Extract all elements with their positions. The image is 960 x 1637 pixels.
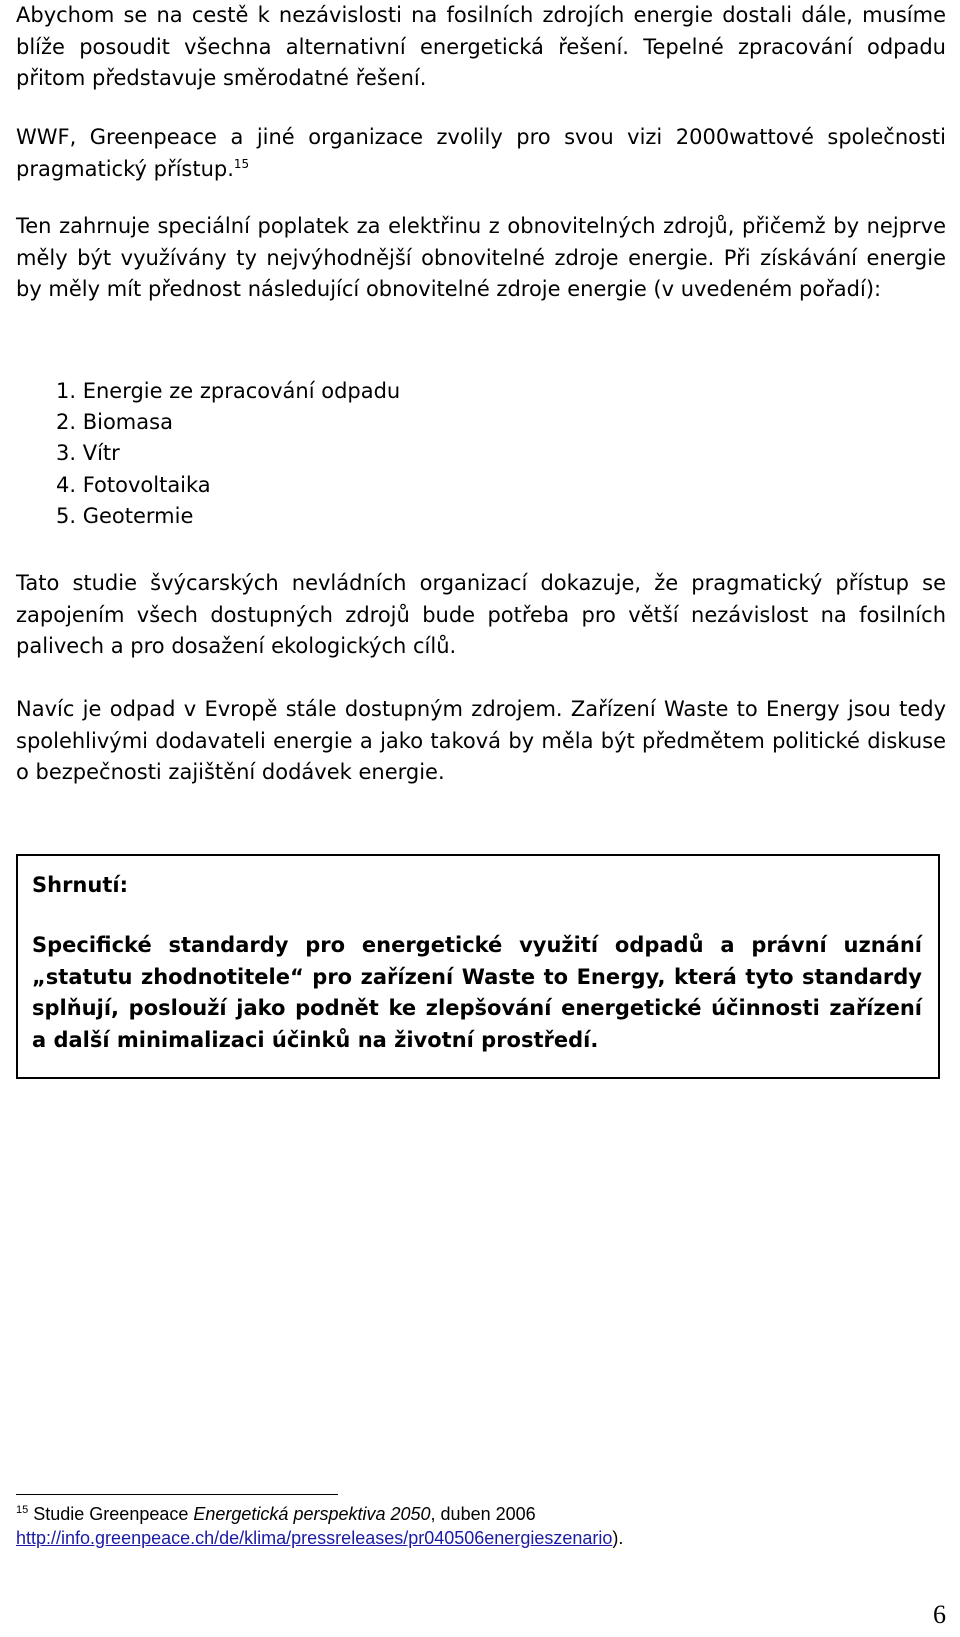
- footnote-number: 15: [16, 1504, 29, 1516]
- paragraph-fee: Ten zahrnuje speciální poplatek za elektřinu z obnovitelných zdrojů, přičemž by nejprve měly být využívány ty nejvýhodnější obnovitelné zdroje energie. Při získávání energie by měly mít přednost následující obnovitelné zdroje energie (v uvedeném pořadí):: [16, 214, 946, 301]
- footnote-title: Energetická perspektiva 2050: [193, 1504, 431, 1524]
- paragraph-waste: Navíc je odpad v Evropě stále dostupným zdrojem. Zařízení Waste to Energy jsou tedy spolehlivými dodavateli energie a jako taková by měla být předmětem politické diskuse o bezpečnosti zajištění dodávek energie.: [16, 697, 946, 784]
- list-item: 5. Geotermie: [56, 503, 194, 528]
- footnote-link[interactable]: http://info.greenpeace.ch/de/klima/pressreleases/pr040506energieszenario: [16, 1528, 613, 1548]
- paragraph-wwf: [16, 122, 946, 185]
- list-item: 3. Vítr: [56, 441, 120, 466]
- summary-heading: Shrnutí:: [32, 873, 128, 897]
- footnote-text: Studie Greenpeace: [33, 1504, 189, 1524]
- summary-box: [16, 854, 940, 1079]
- footnote: [16, 1502, 946, 1550]
- footnote-date: , duben 2006: [430, 1504, 536, 1524]
- footnote-reference[interactable]: 15: [233, 156, 250, 171]
- list-item: 2. Biomasa: [56, 410, 173, 435]
- paragraph-intro: Abychom se na cestě k nezávislosti na fosilních zdrojích energie dostali dále, musíme blíže posoudit všechna alternativní energetická řešení. Tepelné zpracování odpadu přitom představuje směrodatné řešení.: [16, 3, 946, 90]
- priority-list: [56, 376, 400, 532]
- footnote-closing: ).: [612, 1528, 624, 1548]
- paragraph-study: Tato studie švýcarských nevládních organizací dokazuje, že pragmatický přístup se zapojením všech dostupných zdrojů bude potřeba pro větší nezávislost na fosilních palivech a pro dosažení ekologických cílů.: [16, 571, 946, 658]
- footnote-divider: [16, 1494, 338, 1495]
- paragraph-wwf-text: WWF, Greenpeace a jiné organizace zvolily pro svou vizi 2000wattové společnosti pragmatický přístup.: [16, 125, 946, 181]
- list-item: 1. Energie ze zpracování odpadu: [56, 379, 401, 403]
- list-item: 4. Fotovoltaika: [56, 472, 211, 497]
- page-number: 6: [933, 1600, 946, 1629]
- summary-text: Specifické standardy pro energetické využití odpadů a právní uznání „statutu zhodnotitele“ pro zařízení Waste to Energy, která tyto standardy splňují, poslouží jako podnět ke zlepšování energetické účinnosti zařízení a další minimalizaci účinků na životní prostředí.: [32, 933, 922, 1052]
